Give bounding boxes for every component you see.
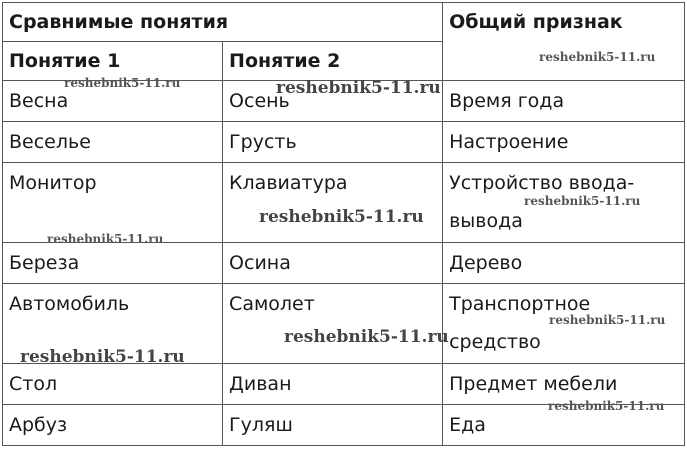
concepts-table [2,2,685,446]
concept-1-cell: Береза [3,243,223,284]
watermark-text: reshebnik5-11.ru [47,232,164,246]
table-row [3,122,685,163]
concept-2-cell: Самолет [223,284,443,364]
concept-1-cell: Веселье [3,122,223,163]
watermark-text: reshebnik5-11.ru [548,399,665,413]
concept-1-cell: Автомобиль [3,284,223,364]
concept-2-cell: Грусть [223,122,443,163]
concept-1-cell: Стол [3,364,223,405]
concept-2-cell: Диван [223,364,443,405]
compared-concepts-header: Сравнимые понятия [3,3,443,42]
common-feature-cell: Транспортное средство [443,284,685,364]
common-feature-cell: Устройство ввода-вывода [443,163,685,243]
common-feature-cell: Дерево [443,243,685,284]
common-feature-cell: Предмет мебели [443,364,685,405]
concept-2-header: Понятие 2 [223,42,443,81]
watermark-text: reshebnik5-11.ru [20,347,185,367]
table-row [3,243,685,284]
concept-2-cell: Гуляш [223,405,443,446]
watermark-text: reshebnik5-11.ru [539,50,656,64]
concept-2-cell: Осень [223,81,443,122]
watermark-text: reshebnik5-11.ru [284,327,449,347]
concept-2-cell: Клавиатура [223,163,443,243]
watermark-text: reshebnik5-11.ru [524,194,641,208]
common-feature-cell: Еда [443,405,685,446]
common-feature-cell: Время года [443,81,685,122]
watermark-text: reshebnik5-11.ru [259,207,424,227]
table-row [3,284,685,364]
table-row [3,364,685,405]
concept-1-cell: Арбуз [3,405,223,446]
watermark-text: reshebnik5-11.ru [276,78,441,98]
watermark-text: reshebnik5-11.ru [549,313,666,327]
table-row [3,163,685,243]
concept-2-cell: Осина [223,243,443,284]
table-row [3,405,685,446]
common-feature-cell: Настроение [443,122,685,163]
common-feature-header: Общий признак [443,3,685,81]
watermark-text: reshebnik5-11.ru [64,76,181,90]
concept-1-header: Понятие 1 [3,42,223,81]
concept-1-cell: Монитор [3,163,223,243]
table-row [3,81,685,122]
concept-1-cell: Весна [3,81,223,122]
